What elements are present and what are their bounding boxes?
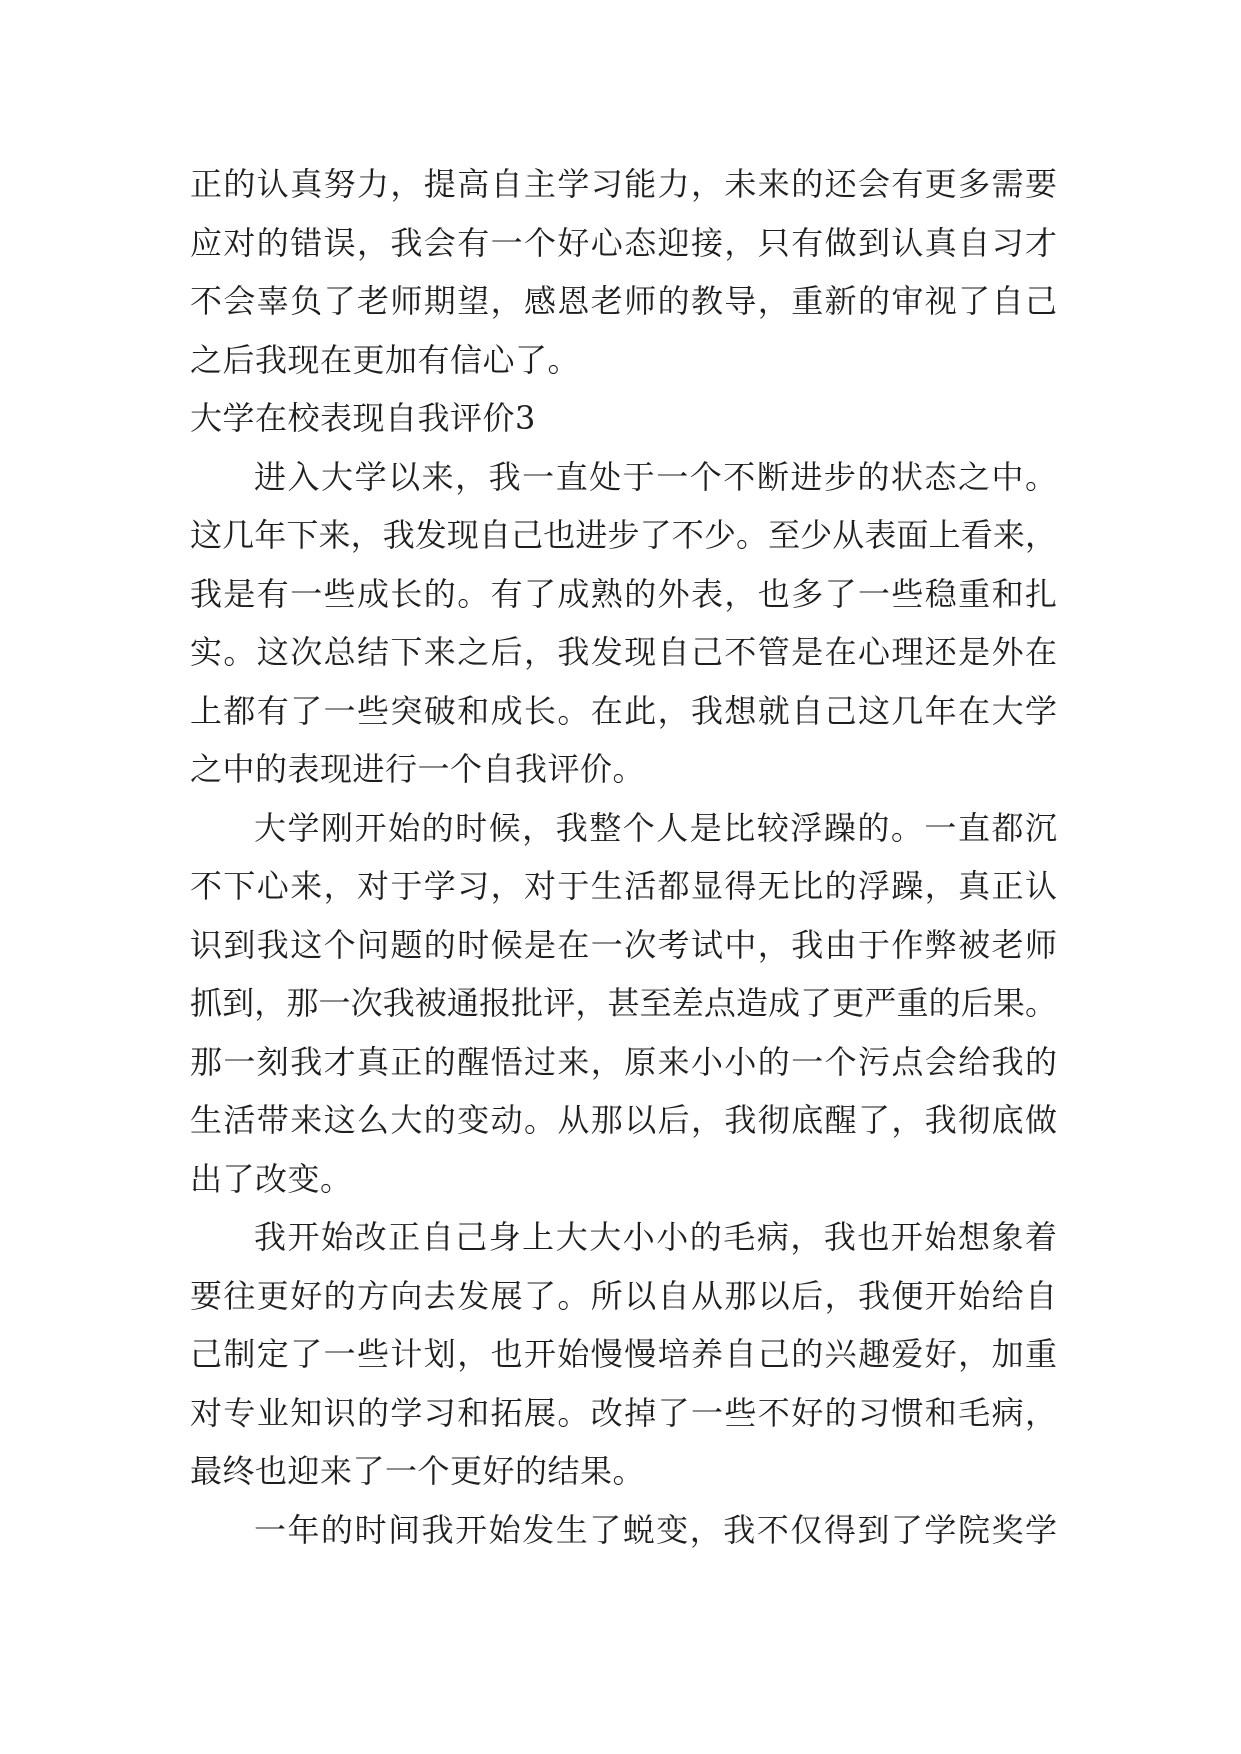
paragraph-line: 要往更好的方向去发展了。所以自从那以后，我便开始给自 [190,1276,1057,1315]
paragraph-line: 大学刚开始的时候，我整个人是比较浮躁的。一直都沉 [254,808,1057,847]
paragraph-line: 生活带来这么大的变动。从那以后，我彻底醒了，我彻底做 [190,1101,1057,1139]
paragraph-line: 对专业知识的学习和拓展。改掉了一些不好的习惯和毛病， [190,1393,1057,1432]
paragraph-line: 不下心来，对于学习，对于生活都显得无比的浮躁，真正认 [190,867,1057,905]
paragraph-line: 实。这次总结下来之后，我发现自己不管是在心理还是外在 [190,633,1057,671]
paragraph-line: 上都有了一些突破和成长。在此，我想就自己这几年在大学 [190,691,1057,730]
document-body [190,155,1057,1559]
paragraph-line: 我开始改正自己身上大大小小的毛病，我也开始想象着 [254,1218,1057,1256]
paragraph-line: 应对的错误，我会有一个好心态迎接，只有做到认真自习才 [190,223,1057,262]
paragraph-line: 识到我这个问题的时候是在一次考试中，我由于作弊被老师 [190,925,1057,964]
paragraph-line: 己制定了一些计划，也开始慢慢培养自己的兴趣爱好，加重 [190,1335,1057,1373]
paragraph-line: 我是有一些成长的。有了成熟的外表，也多了一些稳重和扎 [190,574,1057,613]
paragraph-line: 那一刻我才真正的醒悟过来，原来小小的一个污点会给我的 [190,1042,1057,1081]
paragraph-line: 最终也迎来了一个更好的结果。 [190,1452,646,1490]
paragraph [190,1501,1057,1560]
section-heading: 大学在校表现自我评价3 [190,399,536,437]
continued-paragraph [190,155,1057,389]
paragraph-line: 之中的表现进行一个自我评价。 [190,750,646,788]
paragraph-line: 一年的时间我开始发生了蜕变，我不仅得到了学院奖学 [254,1510,1057,1549]
paragraph-line: 出了改变。 [190,1159,353,1198]
paragraph-line: 这几年下来，我发现自己也进步了不少。至少从表面上看来， [190,516,1057,554]
paragraph [190,1208,1057,1501]
paragraph [190,448,1057,799]
paragraph-line: 进入大学以来，我一直处于一个不断进步的状态之中。 [254,457,1057,496]
paragraph-line: 不会辜负了老师期望，感恩老师的教导，重新的审视了自己 [190,282,1057,320]
paragraph [190,799,1057,1209]
paragraph-line: 抓到，那一次我被通报批评，甚至差点造成了更严重的后果。 [190,984,1057,1022]
paragraph-line: 之后我现在更加有信心了。 [190,340,581,379]
paragraph-line: 正的认真努力，提高自主学习能力，未来的还会有更多需要 [190,165,1057,203]
